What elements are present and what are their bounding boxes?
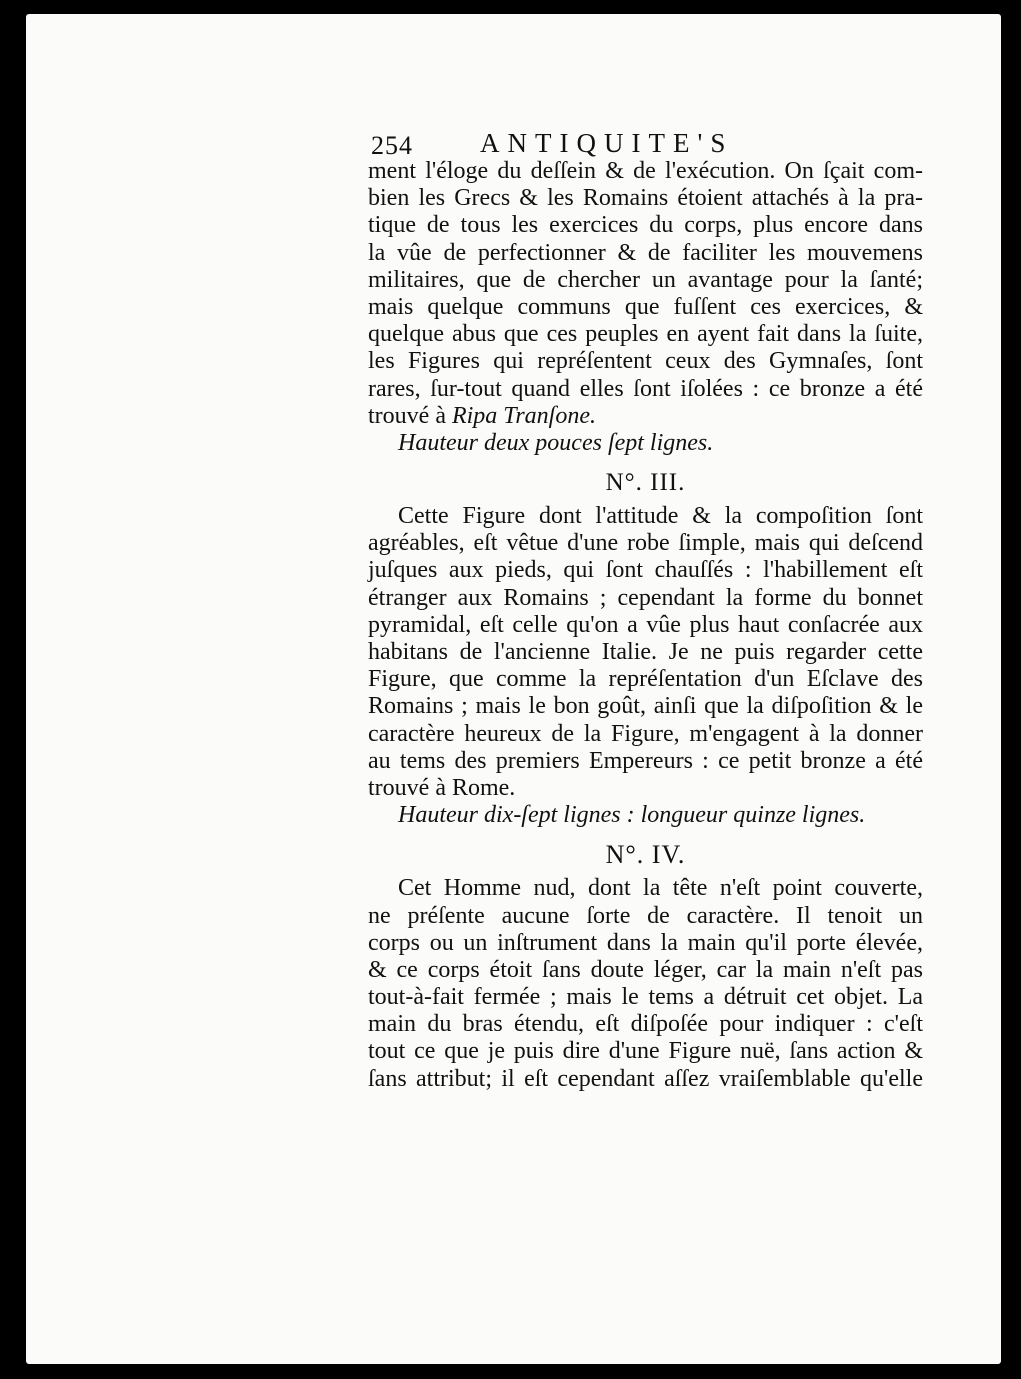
text-line: Cette Figure dont l'attitude & la compoſition ſont bbox=[398, 503, 923, 530]
text-line: bien les Grecs & les Romains étoient attachés à la pra- bbox=[368, 185, 923, 212]
text-line: rares, ſur-tout quand elles ſont iſolées : ce bronze a été bbox=[368, 375, 923, 402]
text-line: Figure, que comme la repréſentation d'un Eſclave des bbox=[368, 666, 923, 693]
section-heading-iii: N°. III. bbox=[605, 469, 686, 497]
text-line: Romains ; mais le bon goût, ainſi que la diſpoſition & le bbox=[368, 693, 923, 720]
text-fragment: trouvé à bbox=[368, 402, 452, 429]
text-line: quelque abus que ces peuples en ayent fait dans la ſuite, bbox=[368, 321, 923, 348]
text-line: tout-à-fait fermée ; mais le tems a détruit cet objet. La bbox=[368, 984, 923, 1011]
measurement-note bbox=[368, 430, 923, 457]
text-block bbox=[368, 128, 923, 1093]
text-line: ne préſente aucune ſorte de caractère. Il tenoit un bbox=[368, 902, 923, 929]
text-line: tique de tous les exercices du corps, plus encore dans bbox=[368, 212, 923, 239]
text-line: caractère heureux de la Figure, m'engagent à la donner bbox=[368, 720, 923, 747]
text-line: ment l'éloge du deſſein & de l'exécution. On ſçait com- bbox=[368, 158, 923, 184]
place-name: Ripa Tranſone. bbox=[451, 402, 596, 429]
text-line: ſans attribut; il eſt cependant aſſez vraiſemblable qu'elle bbox=[368, 1065, 923, 1092]
text-line: corps ou un inſtrument dans la main qu'il porte élevée, bbox=[368, 929, 923, 956]
text-line: habitans de l'ancienne Italie. Je ne puis regarder cette bbox=[368, 639, 923, 665]
text-line: la vûe de perfectionner & de faciliter les mouvemens bbox=[368, 239, 923, 266]
page-header bbox=[368, 128, 923, 158]
text-line: les Figures qui repréſentent ceux des Gymnaſes, ſont bbox=[368, 348, 923, 375]
measurement-text: Hauteur deux pouces ſept lignes. bbox=[398, 429, 714, 456]
text-line: Cet Homme nud, dont la tête n'eſt point couverte, bbox=[398, 875, 923, 902]
text-line: au tems des premiers Empereurs : ce petit bronze a été bbox=[368, 747, 923, 774]
text-line: juſques aux pieds, qui ſont chauſſés : l'habillement eſt bbox=[368, 557, 923, 584]
running-title: ANTIQUITE'S bbox=[480, 128, 734, 158]
text-line: mais quelque communs que fuſſent ces exercices, & bbox=[368, 293, 923, 320]
paragraph-section-iii bbox=[368, 503, 923, 802]
text-line: & ce corps étoit ſans doute léger, car la main n'eſt pas bbox=[368, 956, 923, 983]
measurement-note bbox=[368, 802, 923, 829]
text-line-last bbox=[368, 403, 923, 430]
paragraph-section-iv bbox=[368, 875, 923, 1093]
paragraph-continuation bbox=[368, 158, 923, 430]
text-line: tout ce que je puis dire d'une Figure nuë, ſans action & bbox=[368, 1038, 923, 1065]
text-line: militaires, que de chercher un avantage pour la ſanté; bbox=[368, 266, 923, 293]
measurement-text: Hauteur dix-ſept lignes : longueur quinze lignes. bbox=[398, 802, 866, 829]
text-line: main du bras étendu, eſt diſpoſée pour indiquer : c'eſt bbox=[368, 1011, 923, 1038]
section-heading-iv: N°. IV. bbox=[605, 840, 686, 870]
text-line: agréables, eſt vêtue d'une robe ſimple, mais qui deſcend bbox=[368, 530, 923, 557]
text-line: pyramidal, eſt celle qu'on a vûe plus haut conſacrée aux bbox=[368, 611, 923, 638]
page-number: 254 bbox=[371, 131, 413, 160]
text-line: étranger aux Romains ; cependant la forme du bonnet bbox=[368, 584, 923, 611]
text-line: trouvé à Rome. bbox=[368, 774, 516, 801]
